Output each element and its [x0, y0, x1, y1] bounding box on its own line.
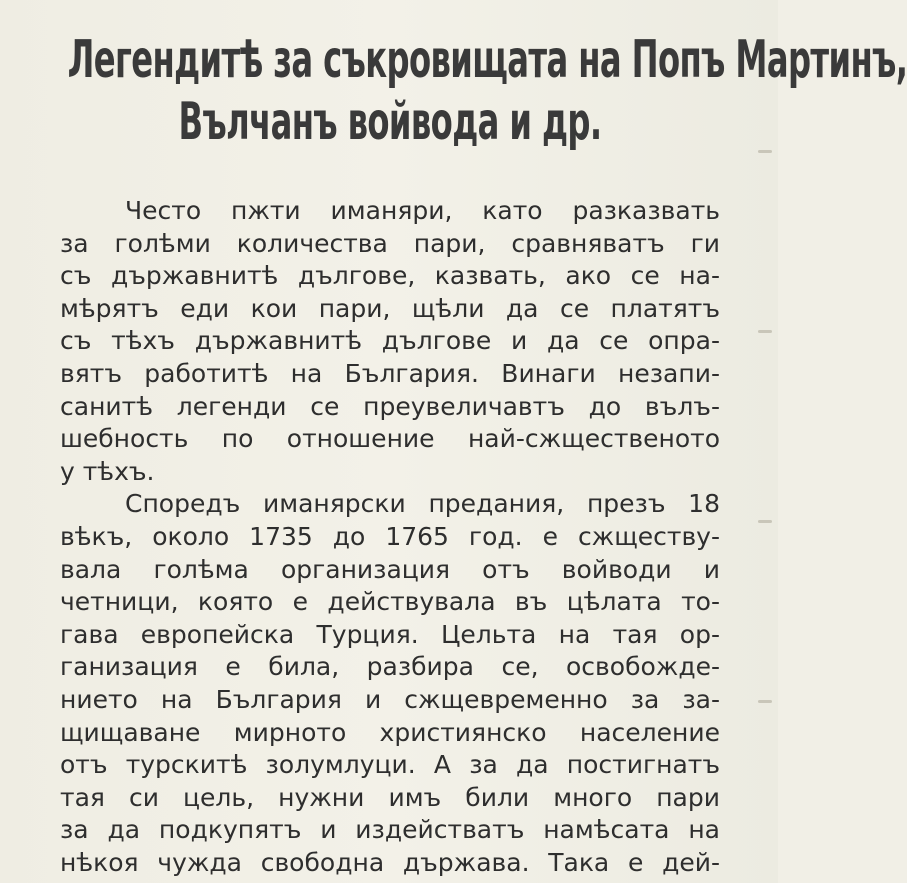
text-line: гава европейска Турция. Цельта на тая ор- — [60, 619, 720, 649]
text-line: нието на България и сжщевременно за за- — [60, 684, 720, 714]
text-line: съ държавнитѣ дългове, казвать, ако се на- — [60, 261, 720, 291]
article-title-line-1: Легендитѣ за съкровищата на Попъ Мартинъ, — [67, 30, 907, 90]
text-line: отъ турскитѣ золумлуци. А за да постигнатъ — [60, 750, 720, 780]
text-line: за голѣми количества пари, сравняватъ ги — [60, 228, 720, 258]
text-line: мѣрятъ еди кои пари, щѣли да се платятъ — [60, 293, 720, 323]
text-line: вѣкъ, около 1735 до 1765 год. е сжществу- — [60, 521, 720, 551]
text-line: за да подкупятъ и издействатъ намѣсата на — [60, 815, 720, 845]
text-line: нѣкоя чужда свободна държава. Така е дей- — [60, 847, 720, 877]
text-line: съ тѣхъ държавнитѣ дългове и да се опра- — [60, 326, 720, 356]
text-line: четници, която е действувала въ цѣлата то- — [60, 587, 720, 617]
paragraph-2 — [60, 488, 720, 879]
text-line: щищаване мирното християнско население — [60, 717, 720, 747]
text-line: вала голѣма организация отъ войводи и — [60, 554, 720, 584]
margin-mark — [758, 330, 772, 333]
text-line: Споредъ иманярски предания, презъ 18 — [125, 489, 720, 519]
text-line: Често пжти иманяри, като разказвать — [125, 196, 720, 225]
margin-mark — [758, 150, 772, 153]
text-line: тая си цель, нужни имъ били много пари — [60, 782, 720, 812]
text-line: ганизация е била, разбира се, освобожде- — [60, 652, 720, 682]
text-line: вятъ работитѣ на България. Винаги незапи- — [60, 358, 720, 388]
margin-mark — [758, 700, 772, 703]
text-line: санитѣ легенди се преувеличавтъ до вълъ- — [60, 391, 720, 421]
text-line: у тѣхъ. — [60, 456, 155, 486]
margin-mark — [758, 520, 772, 523]
article-body — [60, 195, 720, 879]
text-line: шебность по отношение най-сжщественото — [60, 424, 720, 454]
article-title-line-2: Вълчанъ войвода и др. — [178, 92, 602, 152]
paragraph-1 — [60, 195, 720, 488]
